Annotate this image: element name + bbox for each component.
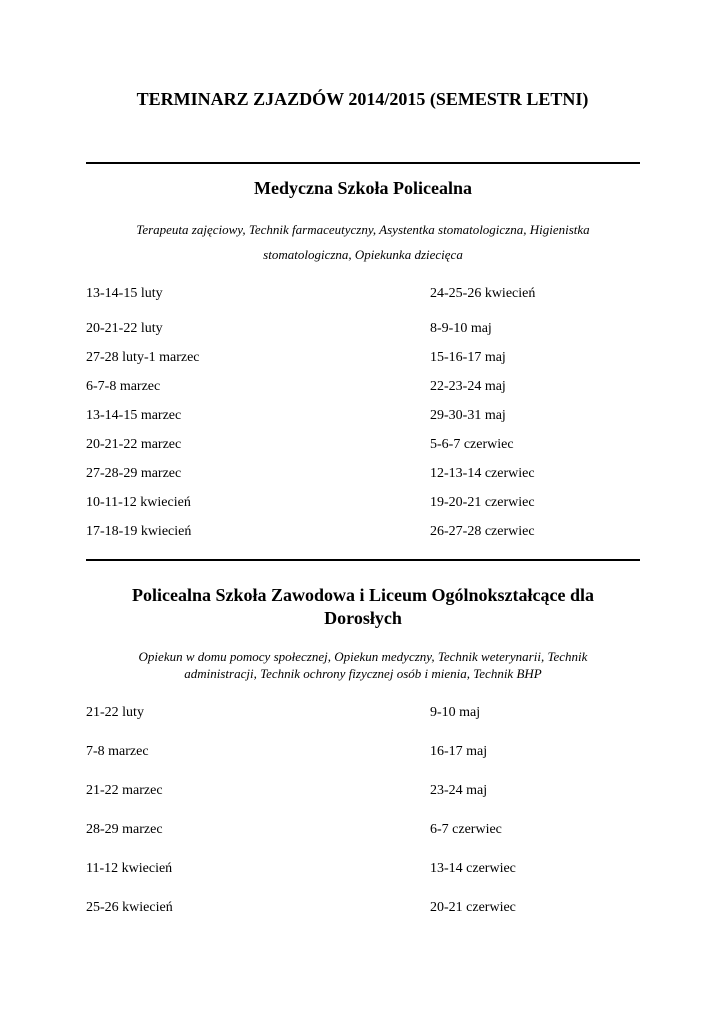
date-left: 6-7-8 marzec (86, 379, 161, 394)
date-left: 17-18-19 kwiecień (86, 524, 192, 539)
schedule-row (86, 859, 640, 879)
divider-middle (86, 559, 640, 561)
section-heading-line: Policealna Szkoła Zawodowa i Liceum Ogólnokształcące dla (132, 585, 594, 605)
date-left: 25-26 kwiecień (86, 900, 173, 915)
section-heading-medical: Medyczna Szkoła Policealna (254, 178, 472, 198)
section-subtitle-line: Opiekun w domu pomocy społecznej, Opiekun medyczny, Technik weterynarii, Technik (138, 649, 588, 664)
schedule-row (86, 898, 640, 918)
date-right: 16-17 maj (430, 744, 488, 759)
schedule-row (86, 820, 640, 840)
date-left: 13-14-15 luty (86, 286, 163, 301)
date-left: 11-12 kwiecień (86, 861, 173, 876)
schedule-row (86, 493, 640, 513)
date-left: 21-22 marzec (86, 783, 163, 798)
schedule-row (86, 377, 640, 397)
date-left: 21-22 luty (86, 705, 144, 720)
section-subtitle-line: Terapeuta zajęciowy, Technik farmaceutyczny, Asystentka stomatologiczna, Higienistka (136, 222, 590, 237)
date-right: 12-13-14 czerwiec (430, 466, 535, 481)
divider-top (86, 162, 640, 164)
section-subtitle-line: administracji, Technik ochrony fizycznej osób i mienia, Technik BHP (184, 666, 542, 681)
date-left: 10-11-12 kwiecień (86, 495, 191, 510)
date-right: 26-27-28 czerwiec (430, 524, 535, 539)
section-subtitle-line: stomatologiczna, Opiekunka dziecięca (263, 247, 463, 262)
date-left: 13-14-15 marzec (86, 408, 182, 423)
date-right: 19-20-21 czerwiec (430, 495, 535, 510)
date-right: 13-14 czerwiec (430, 861, 516, 876)
schedule-row (86, 742, 640, 762)
date-right: 23-24 maj (430, 783, 488, 798)
date-left: 28-29 marzec (86, 822, 163, 837)
date-left: 7-8 marzec (86, 744, 149, 759)
date-right: 22-23-24 maj (430, 379, 506, 394)
date-left: 27-28-29 marzec (86, 466, 182, 481)
schedule-row (86, 703, 640, 723)
schedule-row (86, 435, 640, 455)
page-title: TERMINARZ ZJAZDÓW 2014/2015 (SEMESTR LETNI) (136, 89, 589, 109)
schedule-row (86, 348, 640, 368)
schedule-row (86, 781, 640, 801)
schedule-row (86, 464, 640, 484)
schedule-row (86, 319, 640, 339)
date-left: 27-28 luty-1 marzec (86, 350, 200, 365)
section-heading-line: Dorosłych (324, 608, 402, 628)
date-left: 20-21-22 marzec (86, 437, 182, 452)
date-right: 20-21 czerwiec (430, 900, 516, 915)
date-right: 15-16-17 maj (430, 350, 506, 365)
date-right: 29-30-31 maj (430, 408, 506, 423)
date-right: 8-9-10 maj (430, 321, 492, 336)
schedule-row (86, 522, 640, 542)
date-right: 6-7 czerwiec (430, 822, 502, 837)
date-right: 5-6-7 czerwiec (430, 437, 514, 452)
schedule-row (86, 406, 640, 426)
schedule-row (86, 284, 640, 304)
date-left: 20-21-22 luty (86, 321, 163, 336)
date-right: 9-10 maj (430, 705, 481, 720)
date-right: 24-25-26 kwiecień (430, 286, 536, 301)
